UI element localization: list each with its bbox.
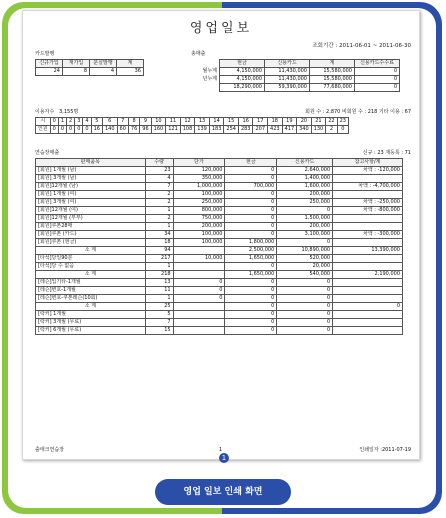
- card-table: [35, 59, 144, 76]
- detail-value-cell: 18: [145, 239, 173, 247]
- detail-value-cell: 1,000,000: [173, 183, 225, 191]
- people-cell: 139: [195, 126, 210, 134]
- detail-value-cell: 100,000: [173, 191, 225, 199]
- detail-value-cell: 94: [145, 247, 173, 255]
- people-cell: 0: [75, 126, 83, 134]
- detail-value-cell: [333, 263, 403, 271]
- detail-value-cell: 0: [225, 319, 277, 327]
- footer-right: 인쇄일자 :2011-07-19: [359, 447, 411, 453]
- hour-cell: 17: [253, 118, 268, 126]
- hour-cell: 7: [117, 118, 128, 126]
- people-cell: 423: [268, 126, 283, 134]
- print-screen-badge: 영업 일보 인쇄 화면: [155, 479, 291, 505]
- item-name-cell: [회원] 1개월 (남): [36, 167, 146, 175]
- table-row: [36, 311, 403, 319]
- item-name-cell: [회원]12개월 (부부): [36, 215, 146, 223]
- detail-value-cell: 0: [225, 199, 277, 207]
- detail-value-cell: 0: [173, 295, 225, 303]
- hourly-table: [35, 117, 349, 134]
- hour-cell: 16: [238, 118, 253, 126]
- sales-value-cell: 18,290,000: [220, 84, 265, 92]
- table-row: [36, 271, 403, 279]
- detail-value-cell: [333, 239, 403, 247]
- detail-value-cell: 1,800,000: [225, 239, 277, 247]
- hour-cell: 19: [282, 118, 297, 126]
- people-cell: 340: [297, 126, 312, 134]
- people-cell: 16: [91, 126, 102, 134]
- new-count: 신규 : 23 재등록 : 71: [362, 150, 411, 156]
- detail-value-cell: [173, 327, 225, 335]
- detail-value-cell: [173, 247, 225, 255]
- detail-value-cell: 0: [277, 239, 333, 247]
- detail-value-cell: [333, 279, 403, 287]
- detail-value-cell: 0: [225, 191, 277, 199]
- detail-value-cell: [333, 175, 403, 183]
- detail-value-cell: 0: [225, 167, 277, 175]
- detail-value-cell: 13: [145, 279, 173, 287]
- detail-value-cell: 0: [277, 279, 333, 287]
- detail-header-cell: 판매품목: [36, 159, 146, 167]
- footer-left: 출태크연습장: [35, 447, 64, 453]
- hour-cell: 14: [209, 118, 224, 126]
- detail-value-cell: 0: [225, 327, 277, 335]
- hour-cell: 12: [180, 118, 195, 126]
- table-row: [36, 207, 403, 215]
- sales-value-cell: 77,680,000: [310, 84, 355, 92]
- table-row: [36, 223, 403, 231]
- detail-value-cell: 1: [145, 223, 173, 231]
- sales-header-cell: 신용카드: [265, 60, 310, 68]
- people-cell: 160: [151, 126, 166, 134]
- detail-value-cell: 217: [145, 255, 173, 263]
- card-value-cell: 36: [117, 68, 144, 76]
- table-row: [36, 247, 403, 255]
- detail-value-cell: 15: [145, 327, 173, 335]
- detail-value-cell: 2: [145, 199, 173, 207]
- item-name-cell: [타석]당일90분: [36, 255, 146, 263]
- sales-header-cell: 현금: [220, 60, 265, 68]
- item-name-cell: [회원]12개월 (남): [36, 183, 146, 191]
- detail-value-cell: 0: [277, 327, 333, 335]
- detail-value-cell: 차액 : -120,000: [333, 167, 403, 175]
- table-row: [36, 183, 403, 191]
- detail-value-cell: 1,650,000: [225, 271, 277, 279]
- sales-value-cell: 4,150,000: [220, 76, 265, 84]
- detail-value-cell: 0: [173, 287, 225, 295]
- detail-value-cell: 3,100,000: [277, 231, 333, 239]
- card-header-cell: 계: [117, 60, 144, 68]
- detail-value-cell: 0: [225, 295, 277, 303]
- sales-value-cell: 0: [355, 76, 400, 84]
- hour-cell: 6: [102, 118, 117, 126]
- sales-header-cell: 계: [310, 60, 355, 68]
- report-period: 조회기간 : 2011-06-01 ~ 2011-06-30: [312, 43, 411, 49]
- detail-value-cell: [333, 295, 403, 303]
- people-cell: 0: [337, 126, 348, 134]
- detail-value-cell: 218: [145, 271, 173, 279]
- detail-value-cell: 1: [145, 207, 173, 215]
- detail-value-cell: 차액 : -250,000: [333, 199, 403, 207]
- detail-value-cell: 0: [277, 319, 333, 327]
- people-cell: 0: [67, 126, 75, 134]
- detail-value-cell: 0: [225, 279, 277, 287]
- item-name-cell: [타석]당 수 없음: [36, 263, 146, 271]
- detail-header-cell: 단가: [173, 159, 225, 167]
- table-row: [36, 191, 403, 199]
- detail-value-cell: 200,000: [277, 223, 333, 231]
- table-row: [36, 231, 403, 239]
- detail-table: [35, 158, 403, 335]
- detail-value-cell: 차액 : -4,700,000: [333, 183, 403, 191]
- sales-value-cell: 15,580,000: [310, 76, 355, 84]
- item-name-cell: 소 계: [36, 303, 146, 311]
- people-row-label: 인원: [36, 126, 51, 134]
- hour-cell: 8: [128, 118, 139, 126]
- detail-value-cell: [333, 215, 403, 223]
- usage-label: [35, 108, 78, 115]
- detail-value-cell: 0: [173, 279, 225, 287]
- hour-cell: 22: [326, 118, 337, 126]
- detail-value-cell: 1: [145, 263, 173, 271]
- item-name-cell: [락커] 3개월 (무료): [36, 319, 146, 327]
- people-cell: 130: [311, 126, 326, 134]
- sales-value-cell: 0: [355, 68, 400, 76]
- detail-value-cell: 1: [145, 295, 173, 303]
- detail-value-cell: 13,390,000: [333, 247, 403, 255]
- sales-value-cell: 59,390,000: [265, 84, 310, 92]
- table-row: [36, 303, 403, 311]
- people-cell: 417: [282, 126, 297, 134]
- detail-value-cell: [333, 287, 403, 295]
- detail-value-cell: [173, 311, 225, 319]
- table-row: [36, 263, 403, 271]
- detail-value-cell: [333, 319, 403, 327]
- hour-cell: 20: [297, 118, 312, 126]
- card-header-cell: 분실발행: [90, 60, 117, 68]
- detail-value-cell: 350,000: [173, 175, 225, 183]
- detail-value-cell: [173, 303, 225, 311]
- detail-value-cell: 100,000: [173, 239, 225, 247]
- detail-value-cell: [173, 271, 225, 279]
- item-name-cell: [회원] 3개월 (여): [36, 199, 146, 207]
- detail-value-cell: 2,640,000: [277, 167, 333, 175]
- sales-header-cell: 신용카드수수료: [355, 60, 400, 68]
- detail-value-cell: 0: [225, 311, 277, 319]
- detail-value-cell: 1,500,000: [277, 215, 333, 223]
- sales-section-label: 총매출: [191, 51, 206, 57]
- hour-cell: 3: [75, 118, 83, 126]
- detail-header-cell: 수량: [145, 159, 173, 167]
- detail-value-cell: 0: [277, 311, 333, 319]
- detail-value-cell: 250,000: [173, 199, 225, 207]
- people-cell: 283: [238, 126, 253, 134]
- table-row: [36, 327, 403, 335]
- hour-cell: 9: [140, 118, 151, 126]
- item-name-cell: [락커] 6개월 (무료): [36, 327, 146, 335]
- detail-value-cell: 2,190,000: [333, 271, 403, 279]
- table-row: [36, 215, 403, 223]
- hour-cell: 2: [67, 118, 75, 126]
- detail-value-cell: 1,400,000: [277, 175, 333, 183]
- detail-value-cell: 0: [225, 207, 277, 215]
- detail-value-cell: 1,600,000: [277, 183, 333, 191]
- detail-value-cell: 250,000: [277, 199, 333, 207]
- detail-value-cell: 2: [145, 215, 173, 223]
- detail-value-cell: 34: [145, 231, 173, 239]
- hour-cell: 10: [151, 118, 166, 126]
- item-name-cell: [락커] 1개월: [36, 311, 146, 319]
- sales-detail-label: 연습장매출: [35, 150, 60, 156]
- detail-value-cell: 2: [145, 191, 173, 199]
- card-value-cell: 4: [90, 68, 117, 76]
- item-name-cell: 소 계: [36, 247, 146, 255]
- detail-value-cell: [333, 255, 403, 263]
- report-title: 영업일보: [189, 21, 253, 36]
- detail-value-cell: 0: [225, 231, 277, 239]
- usage-value: 3,155명: [59, 109, 79, 115]
- footer-page: 1: [219, 447, 223, 453]
- detail-value-cell: 7: [145, 319, 173, 327]
- hour-cell: 4: [83, 118, 91, 126]
- hour-cell: 11: [166, 118, 181, 126]
- detail-value-cell: 0: [225, 215, 277, 223]
- sales-table: [191, 59, 400, 92]
- detail-value-cell: [333, 327, 403, 335]
- hour-cell: 23: [337, 118, 348, 126]
- table-row: [36, 319, 403, 327]
- people-cell: 121: [166, 126, 181, 134]
- detail-value-cell: 0: [225, 287, 277, 295]
- people-cell: 0: [83, 126, 91, 134]
- detail-value-cell: 0: [277, 287, 333, 295]
- detail-value-cell: 520,000: [277, 255, 333, 263]
- item-name-cell: 소 계: [36, 271, 146, 279]
- detail-value-cell: 200,000: [173, 223, 225, 231]
- member-stats: 회원 수 : 2,870 비회원 수 : 218 기타 이용 : 67: [305, 109, 411, 115]
- detail-header-cell: 참고사항/계: [333, 159, 403, 167]
- table-row: [36, 199, 403, 207]
- detail-value-cell: 0: [277, 303, 333, 311]
- hour-cell: 0: [50, 118, 58, 126]
- hour-cell: 21: [311, 118, 326, 126]
- detail-value-cell: 700,000: [225, 183, 277, 191]
- sales-value-cell: 0: [355, 84, 400, 92]
- table-row: [36, 255, 403, 263]
- detail-value-cell: 0: [277, 207, 333, 215]
- detail-value-cell: 23: [145, 167, 173, 175]
- table-row: [36, 295, 403, 303]
- item-name-cell: [레슨]입기타-1개월: [36, 279, 146, 287]
- people-cell: 108: [180, 126, 195, 134]
- item-name-cell: [회원]쿠폰 (현금): [36, 239, 146, 247]
- people-cell: 96: [140, 126, 151, 134]
- report-sheet: [22, 10, 420, 460]
- item-name-cell: [레슨]변호-1개월: [36, 287, 146, 295]
- card-header-cell: 재가입: [63, 60, 90, 68]
- detail-value-cell: 750,000: [173, 215, 225, 223]
- detail-value-cell: 0: [333, 303, 403, 311]
- usage-title: 이용자수: [35, 109, 55, 115]
- detail-value-cell: 120,000: [173, 167, 225, 175]
- detail-value-cell: 4: [145, 175, 173, 183]
- detail-value-cell: 0: [277, 295, 333, 303]
- detail-value-cell: 10,000: [173, 255, 225, 263]
- people-cell: 2: [326, 126, 337, 134]
- sales-value-cell: 15,580,000: [310, 68, 355, 76]
- item-name-cell: [회원]12개월 (여): [36, 207, 146, 215]
- detail-value-cell: [333, 223, 403, 231]
- card-header-cell: 신규가입: [36, 60, 63, 68]
- detail-value-cell: 2,500,000: [225, 247, 277, 255]
- detail-value-cell: 540,000: [277, 271, 333, 279]
- sales-row-label: 년누계: [202, 76, 217, 82]
- detail-value-cell: 100,000: [173, 231, 225, 239]
- detail-value-cell: [173, 263, 225, 271]
- detail-value-cell: [333, 311, 403, 319]
- detail-value-cell: 7: [145, 183, 173, 191]
- table-row: [36, 279, 403, 287]
- detail-value-cell: 5: [145, 311, 173, 319]
- detail-value-cell: 200,000: [277, 191, 333, 199]
- hour-cell: 5: [91, 118, 102, 126]
- people-cell: 76: [128, 126, 139, 134]
- detail-value-cell: 0: [225, 303, 277, 311]
- card-value-cell: 8: [63, 68, 90, 76]
- item-name-cell: [회원]쿠폰28매: [36, 223, 146, 231]
- detail-value-cell: 0: [225, 223, 277, 231]
- detail-value-cell: 0: [225, 175, 277, 183]
- item-name-cell: [레슨]변호-쿠폰레슨(10회): [36, 295, 146, 303]
- table-row: [36, 239, 403, 247]
- page-indicator: 1: [219, 453, 229, 463]
- detail-value-cell: 0: [225, 263, 277, 271]
- detail-value-cell: [333, 191, 403, 199]
- detail-value-cell: 차액 : -800,000: [333, 207, 403, 215]
- table-row: [36, 175, 403, 183]
- sales-value-cell: 4,150,000: [220, 68, 265, 76]
- hour-cell: 18: [268, 118, 283, 126]
- detail-value-cell: 800,000: [173, 207, 225, 215]
- sales-value-cell: 11,430,000: [265, 76, 310, 84]
- people-cell: 140: [102, 126, 117, 134]
- hour-cell: 1: [58, 118, 66, 126]
- sales-value-cell: 11,430,000: [265, 68, 310, 76]
- detail-value-cell: 차액 : -300,000: [333, 231, 403, 239]
- detail-value-cell: 10,890,000: [277, 247, 333, 255]
- people-cell: 254: [224, 126, 239, 134]
- item-name-cell: [회원]쿠폰 (카드): [36, 231, 146, 239]
- table-row: [36, 287, 403, 295]
- item-name-cell: [회원] 3개월 (남): [36, 175, 146, 183]
- detail-header-cell: 신용카드: [277, 159, 333, 167]
- card-section-label: 카드발행: [35, 51, 55, 57]
- people-cell: 0: [50, 126, 58, 134]
- sales-row-label: [191, 84, 220, 92]
- detail-value-cell: 20,000: [277, 263, 333, 271]
- detail-value-cell: 11: [145, 287, 173, 295]
- people-cell: 0: [58, 126, 66, 134]
- detail-value-cell: 25: [145, 303, 173, 311]
- detail-value-cell: [173, 319, 225, 327]
- detail-value-cell: 1,650,000: [225, 255, 277, 263]
- hour-cell: 15: [224, 118, 239, 126]
- card-value-cell: 24: [36, 68, 63, 76]
- hour-cell: 13: [195, 118, 210, 126]
- people-cell: 183: [209, 126, 224, 134]
- detail-header-cell: 현금: [225, 159, 277, 167]
- table-row: [36, 167, 403, 175]
- sales-row-label: 월누계: [202, 68, 217, 74]
- people-cell: 60: [117, 126, 128, 134]
- hour-row-label: 시: [36, 118, 51, 126]
- item-name-cell: [회원] 1개월 (여): [36, 191, 146, 199]
- people-cell: 207: [253, 126, 268, 134]
